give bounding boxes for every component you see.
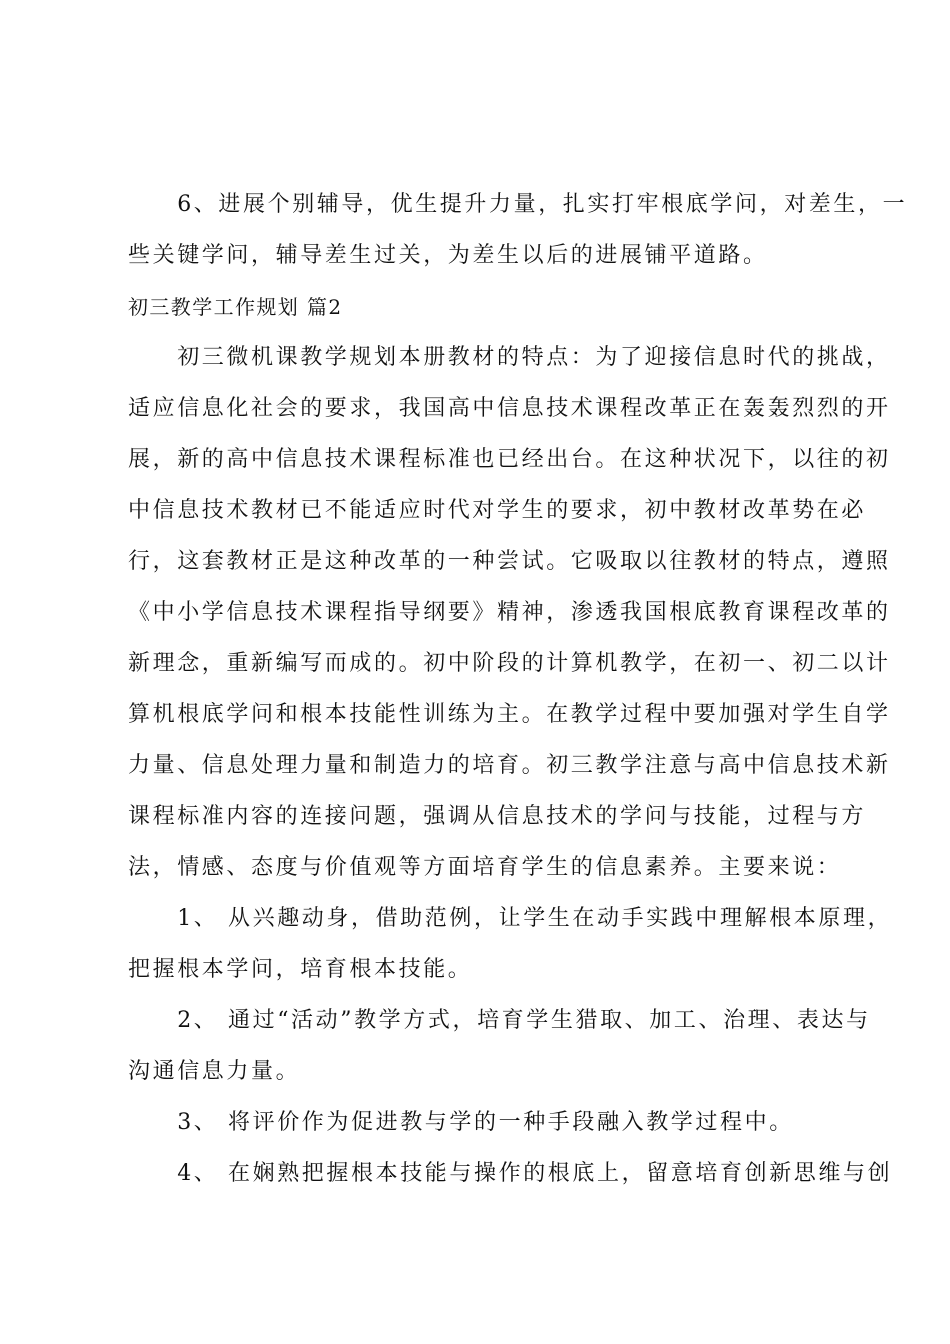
list-item-2-line-1: 2、 通过“活动”教学方式，培育学生猎取、加工、治理、表达与: [128, 1008, 871, 1033]
intro-paragraph-line-6: 《中小学信息技术课程指导纲要》精神，渗透我国根底教育课程改革的: [128, 600, 891, 625]
section-heading: 初三教学工作规划 篇2: [128, 295, 343, 319]
paragraph-6-line-1: 6、进展个别辅导，优生提升力量，扎实打牢根底学问，对差生，一: [128, 192, 908, 217]
intro-paragraph-line-1: 初三微机课教学规划本册教材的特点：为了迎接信息时代的挑战，: [128, 345, 891, 370]
intro-paragraph-line-3: 展，新的高中信息技术课程标准也已经出台。在这种状况下，以往的初: [128, 447, 891, 472]
list-item-2-line-2: 沟通信息力量。: [128, 1059, 301, 1084]
intro-paragraph-line-7: 新理念，重新编写而成的。初中阶段的计算机教学，在初一、初二以计: [128, 651, 891, 676]
intro-paragraph-line-9: 力量、信息处理力量和制造力的培育。初三教学注意与高中信息技术新: [128, 753, 891, 778]
list-item-3: 3、 将评价作为促进教与学的一种手段融入教学过程中。: [128, 1110, 794, 1135]
list-item-1-line-1: 1、 从兴趣动身，借助范例，让学生在动手实践中理解根本原理，: [128, 906, 893, 931]
paragraph-6-line-2: 些关键学问，辅导差生过关，为差生以后的进展铺平道路。: [128, 243, 768, 268]
intro-paragraph-line-11: 法，情感、态度与价值观等方面培育学生的信息素养。主要来说：: [128, 855, 842, 880]
intro-paragraph-line-4: 中信息技术教材已不能适应时代对学生的要求，初中教材改革势在必: [128, 498, 867, 523]
list-item-1-line-2: 把握根本学问，培育根本技能。: [128, 957, 473, 982]
list-item-4-line-1: 4、 在娴熟把握根本技能与操作的根底上，留意培育创新思维与创: [128, 1161, 893, 1186]
intro-paragraph-line-8: 算机根底学问和根本技能性训练为主。在教学过程中要加强对学生自学: [128, 702, 891, 727]
intro-paragraph-line-2: 适应信息化社会的要求，我国高中信息技术课程改革正在轰轰烈烈的开: [128, 396, 891, 421]
intro-paragraph-line-10: 课程标准内容的连接问题，强调从信息技术的学问与技能，过程与方: [128, 804, 867, 829]
intro-paragraph-line-5: 行，这套教材正是这种改革的一种尝试。它吸取以往教材的特点，遵照: [128, 549, 891, 574]
